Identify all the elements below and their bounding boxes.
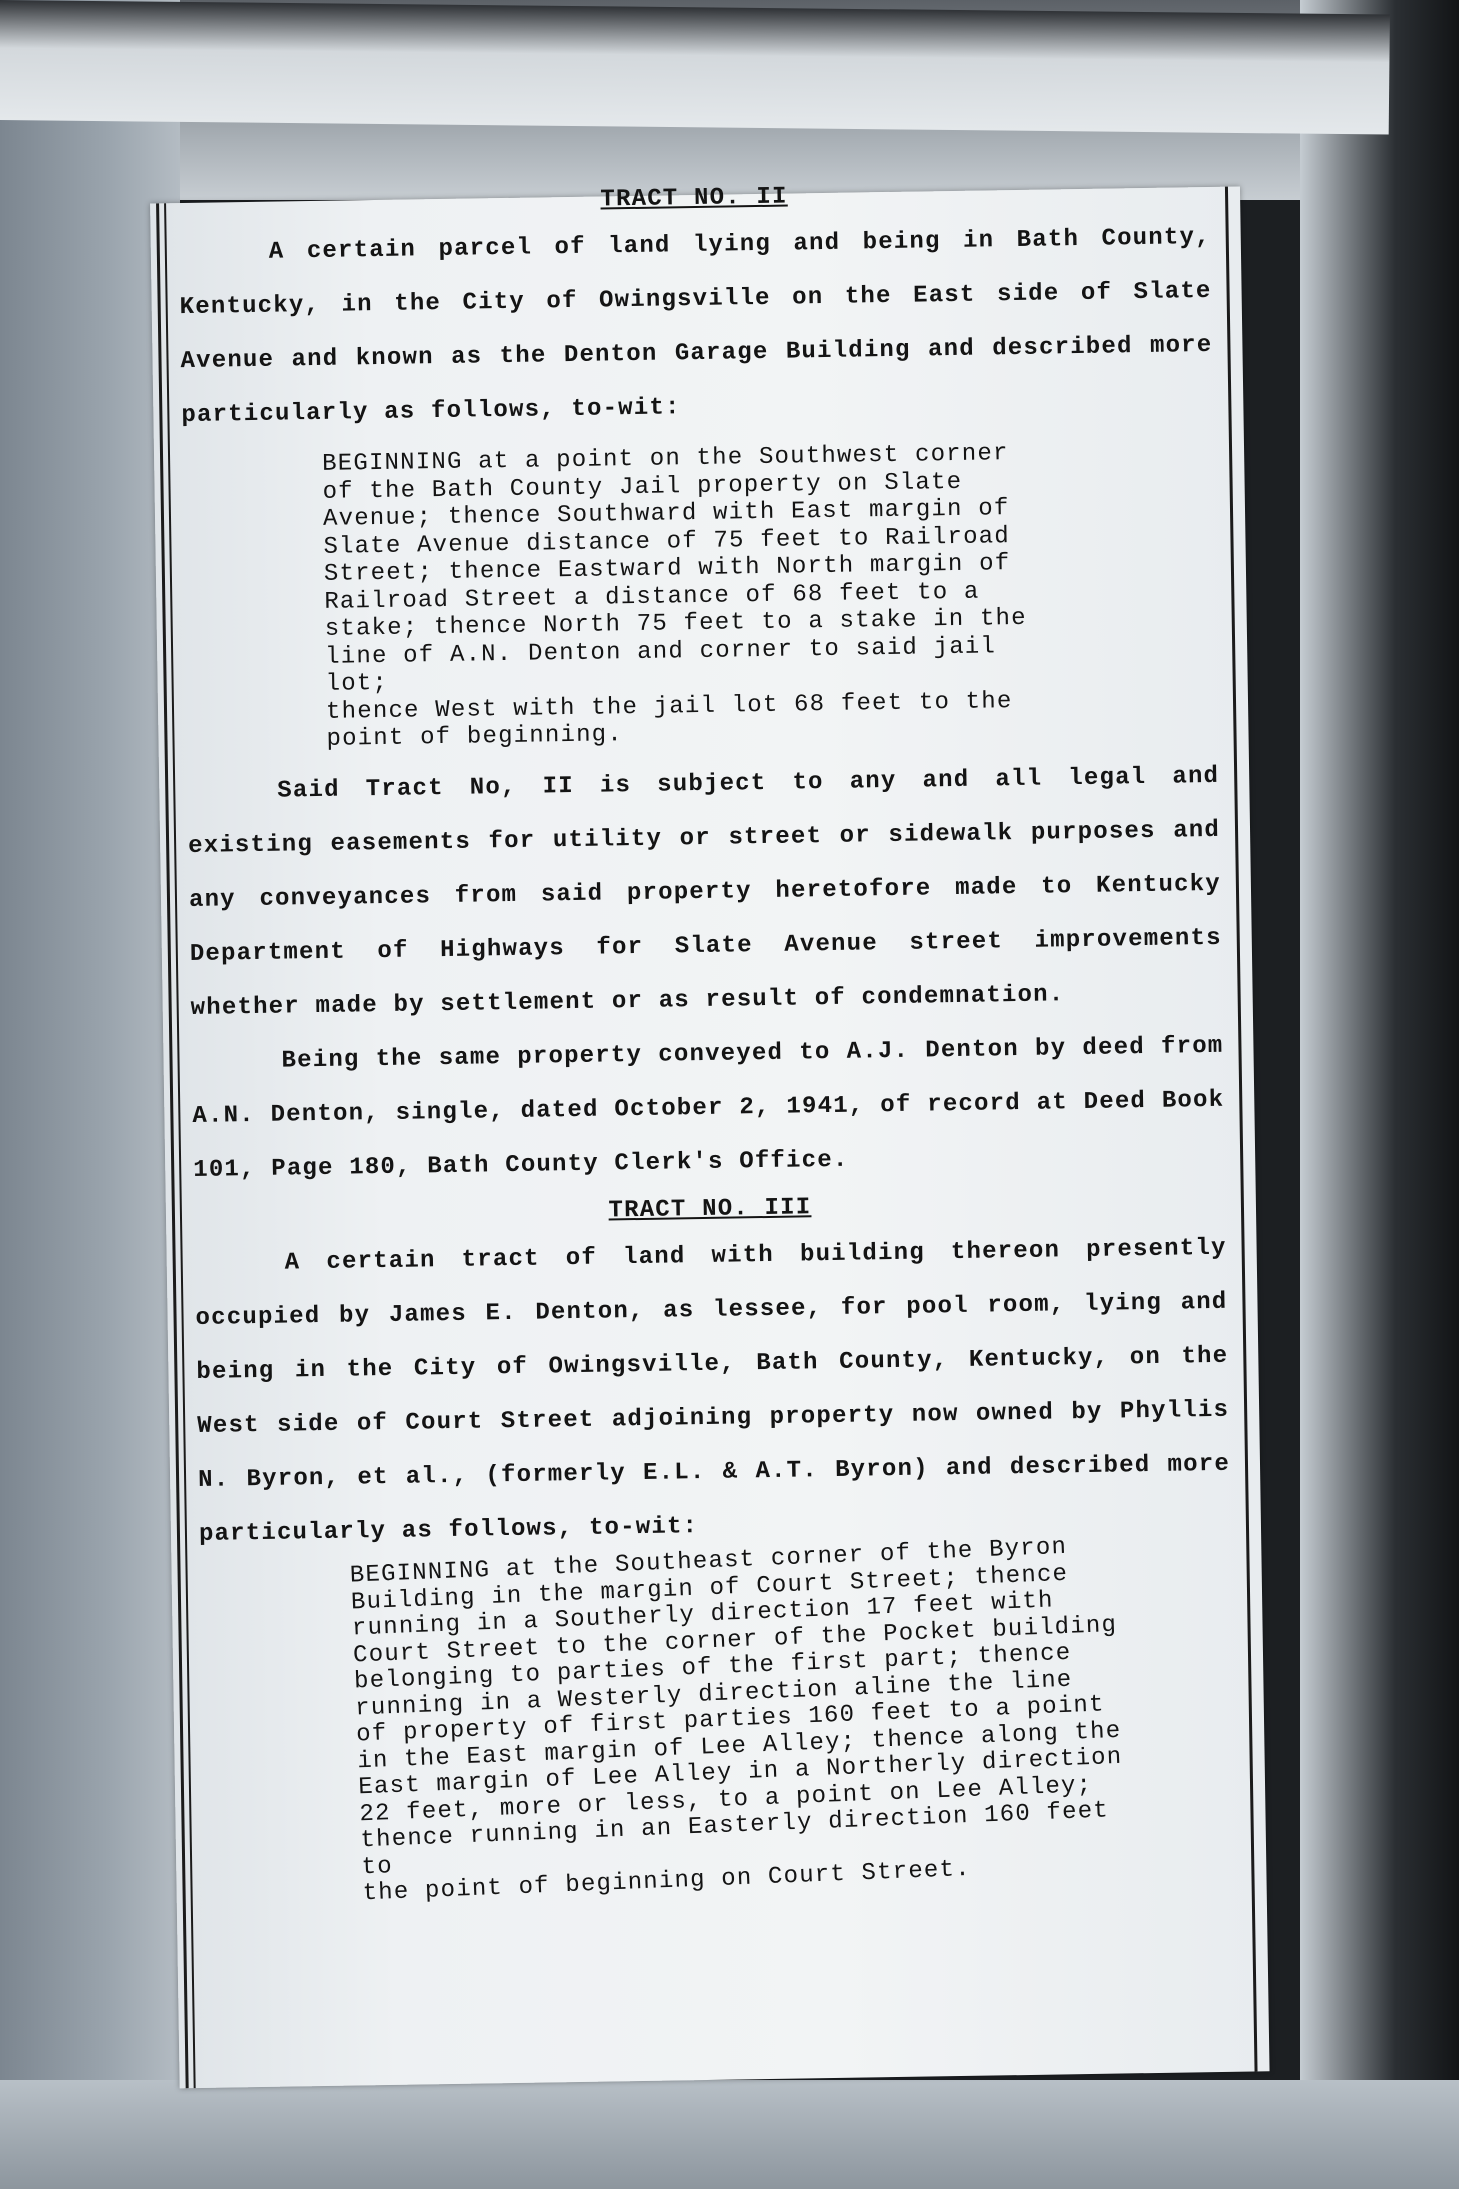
tract-ii-heading: TRACT NO. II — [600, 183, 788, 214]
document-body — [178, 183, 1237, 1910]
tract-iii-description: BEGINNING at the Southeast corner of the Byron Building in the margin of Court Street; thence running in a Southerly direction 17 feet with Court Street to the corner of the Pocket building belonging to parties of the first part; thence running in a Westerly direction aline the line of property of first parties 160 feet to a point in the East margin of Lee Alley; thence along the East margin of Lee Alley in a Northerly direction 22 feet, more or less, to a point on Lee Alley; thence running in an Easterly direction 160 feet to the point of beginning on Court Street. — [349, 1533, 1123, 1907]
tract-ii-source: Being the same property conveyed to A.J. Denton by deed from A.N. Denton, single, dated October 2, 1941, of record at Deed Book 101, Page 180, Bath County Clerk's Office. — [192, 1032, 1225, 1184]
tract-iii-heading: TRACT NO. III — [608, 1193, 812, 1224]
tract-iii-intro: A certain tract of land with building thereon presently occupied by James E. Denton, as lessee, for pool room, lying and being in the City of Owingsville, Bath County, Kentucky, on the West side of Court Street adjoining property now owned by Phyllis N. Byron, et al., (formerly E.L. & A.T. Byron) and described more particularly as follows, to-wit: — [195, 1234, 1231, 1548]
backdrop-right — [1300, 0, 1459, 2189]
tract-ii-description: BEGINNING at a point on the Southwest corner of the Bath County Jail property on Slate Avenue; thence Southward with East margin of Slate Avenue distance of 75 feet to Railroad Street; thence Eastward with North margin of Railroad Street a distance of 68 feet to a stake; thence North 75 feet to a stake in the line of A.N. Denton and corner to said jail lot; thence West with the jail lot 68 feet to the point of beginning. — [321, 440, 1028, 753]
document-page — [150, 183, 1269, 2088]
tract-ii-intro: A certain parcel of land lying and being in Bath County, Kentucky, in the City of Owingsville on the East side of Slate Avenue and known as the Denton Garage Building and described more particularly as follows, to-wit: — [179, 223, 1213, 430]
previous-page-edge — [0, 0, 1390, 135]
tract-ii-easements: Said Tract No, II is subject to any and all legal and existing easements for utility or street or sidewalk purposes and any conveyances from said property heretofore made to Kentucky Department of Highways for Slate Avenue street improvements whether made by settlement or as result of condemnation. — [187, 762, 1222, 1022]
backdrop-bottom — [0, 2080, 1459, 2189]
